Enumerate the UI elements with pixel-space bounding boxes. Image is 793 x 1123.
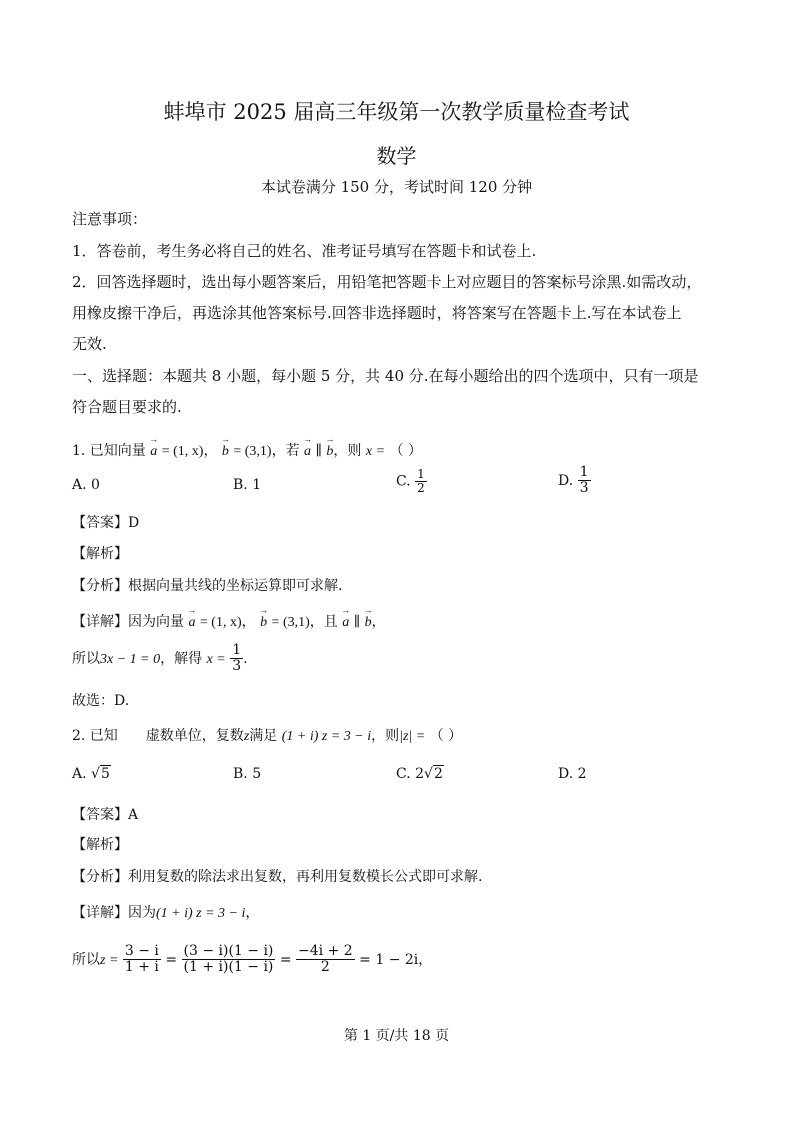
parallel-symbol: ∥ bbox=[315, 444, 322, 459]
q2-option-c bbox=[396, 766, 444, 782]
vector-a: → a bbox=[150, 444, 157, 460]
note-item-2-line-2: 用橡皮擦干净后，再选涂其他答案标号.回答非选择题时，将答案写在答题卡上.写在本试卷上 bbox=[72, 304, 682, 322]
detail-tag: 【详解】 bbox=[72, 614, 128, 630]
q1-comma: ， bbox=[203, 443, 218, 459]
q2-analysis bbox=[72, 866, 482, 886]
q2-solution bbox=[72, 944, 432, 976]
result: = 1 − 2i bbox=[359, 951, 419, 968]
vector-b-cond: → b bbox=[365, 615, 372, 631]
q1-option-d bbox=[558, 465, 591, 497]
note-item-2-line-3: 无效. bbox=[72, 335, 107, 353]
vector-b-value: = (3,1) bbox=[233, 444, 272, 459]
vector-a: → a bbox=[188, 615, 195, 631]
vector-b: → b bbox=[260, 615, 267, 631]
q1-then: ，则 bbox=[333, 443, 362, 459]
q2-jiexi: 【解析】 bbox=[72, 837, 128, 853]
q1-option-b bbox=[233, 477, 261, 493]
q2-option-d bbox=[558, 766, 587, 782]
option-label: C. bbox=[396, 473, 411, 490]
period: . bbox=[243, 650, 248, 667]
answer-value: D bbox=[128, 515, 140, 531]
q1-detail bbox=[72, 611, 386, 631]
sqrt-icon: √ bbox=[91, 766, 100, 782]
q1-if: ，若 bbox=[271, 443, 300, 459]
question-2-stem bbox=[72, 725, 462, 745]
q2-then: ，则 bbox=[371, 728, 400, 744]
q2-satisfy: 满足 bbox=[249, 728, 278, 744]
q2-text: 虚数单位，复数 bbox=[145, 728, 244, 744]
option-label: A. bbox=[72, 766, 87, 782]
question-1-stem bbox=[72, 440, 422, 460]
fraction-one-half: $\frac{1}{2}$ bbox=[417, 467, 425, 496]
equals-sign: = bbox=[279, 951, 292, 968]
fraction-step-2: $\frac{(3 - i)(1 - i)}{(1 + i)(1 - i)}$ bbox=[183, 943, 274, 976]
answer-tag: 【答案】 bbox=[72, 807, 128, 823]
notes-heading: 注意事项： bbox=[72, 210, 148, 228]
subject-title: 数学 bbox=[376, 144, 417, 168]
parallel-symbol: ∥ bbox=[353, 615, 361, 630]
q2-prefix: 2. 已知 bbox=[72, 728, 118, 744]
exam-title: 蚌埠市 2025 届高三年级第一次教学质量检查考试 bbox=[163, 100, 630, 124]
q1-x-equals: x = bbox=[365, 444, 386, 459]
answer-value: A bbox=[128, 807, 139, 823]
note-item-2-line-1: 2．回答选择题时，选出每小题答案后，用铅笔把答题卡上对应题目的答案标号涂黑.如需改动， bbox=[72, 273, 702, 291]
vector-b: → b bbox=[222, 444, 229, 460]
q1-answer bbox=[72, 512, 139, 532]
q1-option-c bbox=[396, 468, 427, 495]
option-label: A. bbox=[72, 477, 87, 493]
q2-detail bbox=[72, 902, 259, 922]
z-equals: z = bbox=[100, 952, 119, 968]
x-equals: x = bbox=[206, 651, 226, 667]
end-comma: ， bbox=[418, 951, 433, 968]
option-value: 5 bbox=[252, 766, 262, 782]
equals-sign: = bbox=[165, 951, 178, 968]
option-value: 2 bbox=[577, 766, 587, 782]
page-footer: 第 1 页/共 18 页 bbox=[343, 1028, 450, 1044]
option-value: 0 bbox=[91, 477, 100, 493]
modulus-z: |z| = bbox=[399, 729, 426, 744]
q1-jiexi: 【解析】 bbox=[72, 546, 128, 562]
option-label: D. bbox=[558, 766, 574, 782]
q1-solution bbox=[72, 643, 248, 675]
option-radicand: 2 bbox=[433, 766, 443, 782]
option-value: 5 bbox=[100, 766, 110, 782]
solve-text: ，解得 bbox=[160, 650, 203, 667]
option-label: D. bbox=[558, 472, 574, 489]
sqrt-icon: √ bbox=[424, 766, 433, 782]
vector-a-value: = (1, x) bbox=[161, 444, 204, 459]
q2-equation: (1 + i) z = 3 − i bbox=[281, 729, 372, 744]
analysis-tag: 【分析】 bbox=[72, 578, 128, 594]
q1-analysis bbox=[72, 575, 342, 595]
vector-a-cond: → a bbox=[304, 444, 311, 460]
because-text: 因为 bbox=[128, 905, 156, 921]
q2-blank: （ ） bbox=[429, 728, 463, 744]
fraction-one-third: $\frac{1}{3}$ bbox=[579, 464, 589, 497]
so-text: 所以 bbox=[72, 951, 100, 968]
analysis-text: 根据向量共线的坐标运算即可求解. bbox=[128, 578, 343, 594]
vector-a-cond: → a bbox=[342, 615, 349, 631]
q1-option-a bbox=[72, 477, 100, 493]
section-heading-line-2: 符合题目要求的. bbox=[72, 398, 182, 416]
detail-end: ， bbox=[371, 614, 386, 630]
option-coefficient: 2 bbox=[415, 766, 425, 782]
exam-info: 本试卷满分 150 分，考试时间 120 分钟 bbox=[260, 178, 533, 196]
equation: 3x − 1 = 0 bbox=[100, 651, 161, 667]
analysis-tag: 【分析】 bbox=[72, 869, 128, 885]
vector-a-value: = (1, x) bbox=[199, 615, 242, 630]
section-heading-line-1: 一、选择题：本题共 8 小题，每小题 5 分，共 40 分.在每小题给出的四个选项中，只有一项是 bbox=[72, 367, 699, 385]
comma: ， bbox=[245, 905, 260, 921]
q2-option-a bbox=[72, 766, 111, 782]
fraction-step-1: $\frac{3 - i}{1 + i}$ bbox=[124, 943, 159, 976]
detail-equation: (1 + i) z = 3 − i bbox=[156, 906, 246, 921]
variable-z: z bbox=[243, 729, 250, 744]
answer-tag: 【答案】 bbox=[72, 515, 128, 531]
fraction-step-3: $\frac{-4i + 2}{2}$ bbox=[298, 943, 353, 976]
detail-mid: ，且 bbox=[309, 614, 338, 630]
option-label: C. bbox=[396, 766, 411, 782]
detail-tag: 【详解】 bbox=[72, 905, 128, 921]
analysis-text: 利用复数的除法求出复数，再利用复数模长公式即可求解. bbox=[128, 869, 483, 885]
q1-choose: 故选：D. bbox=[72, 693, 130, 709]
fraction-one-third: $\frac{1}{3}$ bbox=[232, 642, 242, 675]
option-label: B. bbox=[233, 477, 248, 493]
vector-b-value: = (3,1) bbox=[271, 615, 310, 630]
q1-prefix: 1. 已知向量 bbox=[72, 443, 146, 459]
so-text: 所以 bbox=[72, 650, 100, 667]
note-item-1: 1．答卷前，考生务必将自己的姓名、准考证号填写在答题卡和试卷上. bbox=[72, 242, 537, 260]
q2-answer bbox=[72, 804, 138, 824]
q1-blank: （ ） bbox=[389, 443, 422, 459]
option-label: B. bbox=[233, 766, 248, 782]
vector-b-cond: → b bbox=[326, 444, 333, 460]
q2-option-b bbox=[233, 766, 261, 782]
detail-text: 因为向量 bbox=[128, 614, 184, 630]
option-value: 1 bbox=[252, 477, 262, 493]
comma: ， bbox=[241, 614, 256, 630]
